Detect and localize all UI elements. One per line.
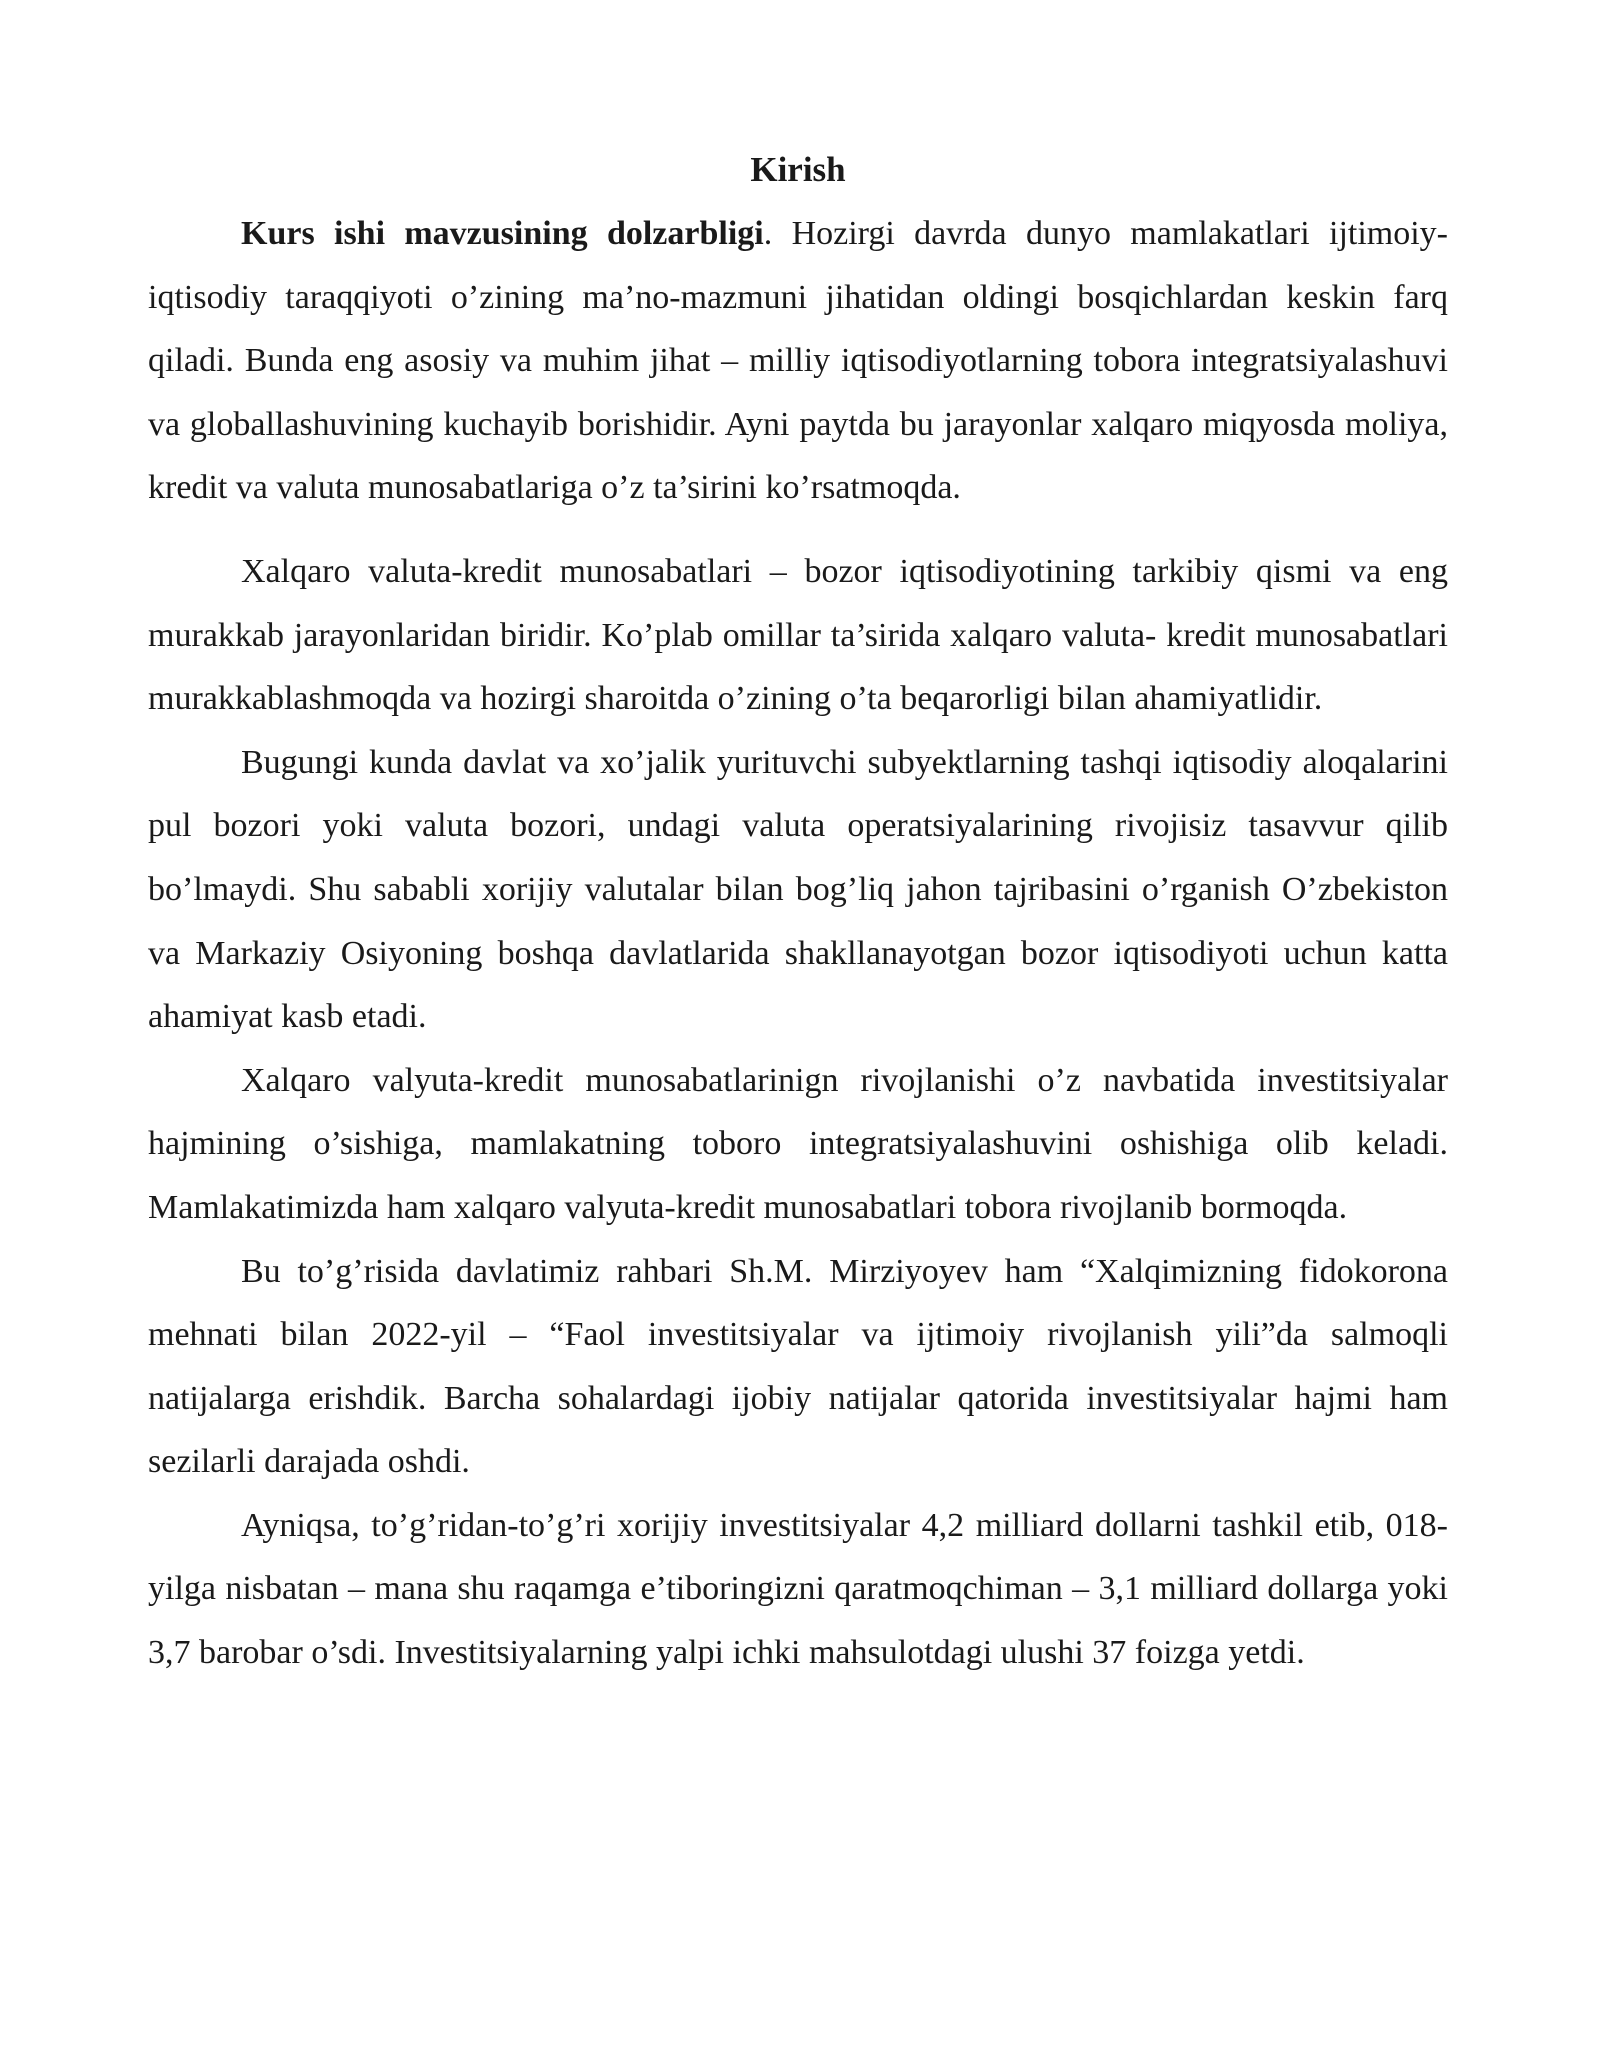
paragraph-foreign-economic-ties [148, 731, 1448, 1049]
paragraph-fdi-figures [148, 1494, 1448, 1685]
paragraph-president-quote [148, 1240, 1448, 1494]
paragraph-currency-relations [148, 540, 1448, 731]
paragraph-text: . Hozirgi davrda dunyo mamlakatlari ijtimoiy-iqtisodiy taraqqiyoti o’zining ma’no-mazmuni jihatidan oldingi bosqichlardan keskin farq qiladi. Bunda eng asosiy va muhim jihat – milliy iqtisodiyotlarning tobora integratsiyalashuvi va globallashuvining kuchayib borishidir. Ayni paytda bu jarayonlar xalqaro miqyosda moliya, kredit va valuta munosabatlariga o’z ta’sirini ko’rsatmoqda. [148, 215, 1448, 507]
paragraph-lead: Kurs ishi mavzusining dolzarbligi [241, 215, 764, 252]
page-title: Kirish [750, 150, 846, 189]
paragraph-text: Bugungi kunda davlat va xo’jalik yurituvchi subyektlarning tashqi iqtisodiy aloqalarini pul bozori yoki valuta bozori, undagi valuta operatsiyalarining rivojisiz tasavvur qilib bo’lmaydi. Shu sababli xorijiy valutalar bilan bog’liq jahon tajribasini o’rganish O’zbekiston va Markaziy Osiyoning boshqa davlatlarida shakllanayotgan bozor iqtisodiyoti uchun katta ahamiyat kasb etadi. [148, 743, 1448, 1036]
paragraph-text: Ayniqsa, to’g’ridan-to’g’ri xorijiy investitsiyalar 4,2 milliard dollarni tashkil etib, 018-yilga nisbatan – mana shu raqamga e’tiboringizni qaratmoqchiman – 3,1 milliard dollarga yoki 3,7 barobar o’sdi. Investitsiyalarning yalpi ichki mahsulotdagi ulushi 37 foizga yetdi. [148, 1506, 1448, 1672]
document-page [148, 140, 1448, 1685]
paragraph-investment-growth [148, 1049, 1448, 1240]
paragraph-text: Bu to’g’risida davlatimiz rahbari Sh.M. Mirziyoyev ham “Xalqimizning fidokorona mehnati bilan 2022-yil – “Faol investitsiyalar va ijtimoiy rivojlanish yili”da salmoqli natijalarga erishdik. Barcha sohalardagi ijobiy natijalar qatorida investitsiyalar hajmi ham sezilarli darajada oshdi. [148, 1252, 1448, 1481]
paragraph-text: Xalqaro valuta-kredit munosabatlari – bozor iqtisodiyotining tarkibiy qismi va eng murakkab jarayonlaridan biridir. Ko’plab omillar ta’sirida xalqaro valuta- kredit munosabatlari murakkablashmoqda va hozirgi sharoitda o’zining o’ta beqarorligi bilan ahamiyatlidir. [148, 552, 1448, 718]
paragraph-text: Xalqaro valyuta-kredit munosabatlarinign rivojlanishi o’z navbatida investitsiyalar hajmining o’sishiga, mamlakatning toboro integratsiyalashuvini oshishiga olib keladi. Mamlakatimizda ham xalqaro valyuta-kredit munosabatlari tobora rivojlanib bormoqda. [148, 1061, 1448, 1226]
paragraph-relevance [148, 202, 1448, 520]
